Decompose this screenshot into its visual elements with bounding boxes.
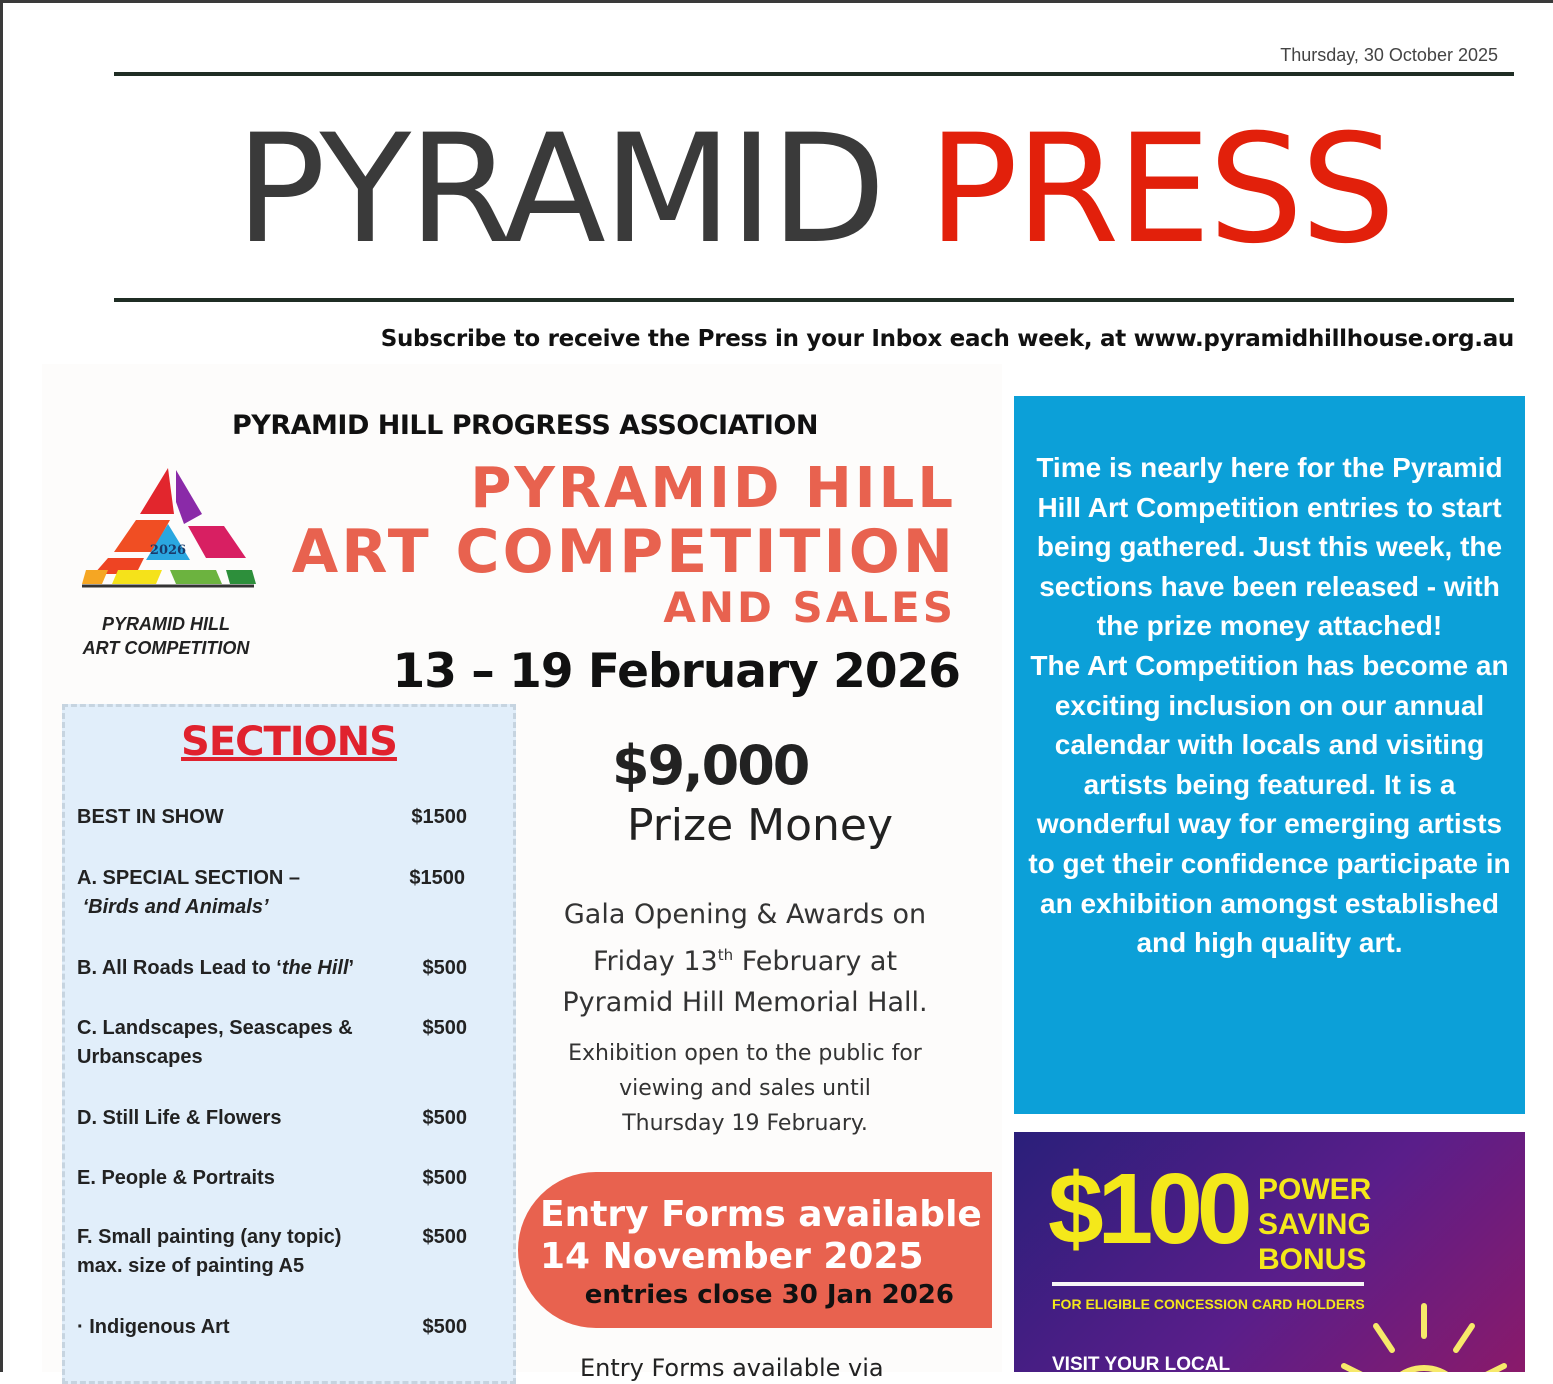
masthead-rule-top [114, 72, 1514, 76]
section-row [77, 1014, 467, 1072]
page-frame-top [0, 0, 1553, 3]
sections-heading: SECTIONS [181, 719, 397, 765]
lightbulb-rays-icon [1324, 1292, 1524, 1372]
section-prize: $500 [422, 1017, 467, 1039]
exhibition-line-3: Thursday 19 February. [622, 1111, 868, 1136]
section-name-text: F. Small painting (any topic) [77, 1226, 342, 1248]
section-prize: $1500 [409, 867, 465, 889]
section-row [77, 803, 467, 832]
prize-label: Prize Money [626, 800, 894, 851]
subscribe-line[interactable]: Subscribe to receive the Press in your Inbox each week, at www.pyramidhillhouse.org.au [380, 326, 1514, 352]
ad-eligibility: FOR ELIGIBLE CONCESSION CARD HOLDERS [1052, 1296, 1365, 1312]
gala-line-2 [520, 935, 970, 982]
ad-word-3: BONUS [1258, 1243, 1367, 1276]
gala-opening-text [520, 894, 970, 1023]
blurb-paragraph-1: Time is nearly here for the Pyramid Hill Art Competition entries to start being gathered. Just this week, the sections have been released - with the prize money attached! [1036, 452, 1503, 642]
section-name: D. Still Life & Flowers [77, 1107, 282, 1129]
section-row [77, 1104, 467, 1133]
power-saving-bonus-ad[interactable] [1014, 1132, 1525, 1372]
section-name: · Indigenous Art [77, 1316, 230, 1338]
section-name-italic: the Hill [281, 957, 349, 979]
exhibition-line-1: Exhibition open to the public for [568, 1041, 922, 1066]
entry-line-3: entries close 30 Jan 2026 [584, 1280, 954, 1310]
section-row [77, 1164, 467, 1193]
section-name-end: ’ [348, 957, 355, 979]
logo-caption-line-1: PYRAMID HILL [102, 614, 230, 634]
entry-line-1: Entry Forms available [540, 1194, 982, 1235]
section-row [77, 1223, 467, 1281]
ad-word-1: POWER [1258, 1173, 1372, 1206]
section-name [77, 1223, 387, 1281]
section-row [77, 864, 467, 922]
section-name [77, 1014, 387, 1072]
gala-line-2-start: Friday 13 [592, 946, 718, 977]
gala-line-3: Pyramid Hill Memorial Hall. [562, 987, 928, 1018]
page-frame-left [0, 0, 3, 1372]
section-row [77, 954, 467, 983]
section-prize: $1500 [411, 806, 467, 828]
section-name [77, 954, 387, 983]
section-name-italic: ‘Birds and Animals’ [82, 896, 269, 918]
section-name [77, 864, 387, 922]
title-line-2: ART COMPETITION [291, 517, 956, 587]
association-name: PYRAMID HILL PROGRESS ASSOCIATION [232, 410, 818, 441]
ad-divider [1052, 1282, 1364, 1286]
entry-line-2: 14 November 2025 [540, 1236, 924, 1277]
ad-amount: $100 [1048, 1153, 1247, 1265]
ad-visit-text: VISIT YOUR LOCAL [1052, 1354, 1231, 1372]
section-prize: $500 [422, 1226, 467, 1248]
title-line-3: AND SALES [663, 583, 956, 632]
issue-date: Thursday, 30 October 2025 [1280, 45, 1498, 65]
section-name-line-2: Urbanscapes [77, 1046, 203, 1068]
logo-caption-line-2: ART COMPETITION [82, 638, 250, 658]
gala-line-2-ordinal: th [717, 946, 734, 964]
entry-forms-via: Entry Forms available via [580, 1354, 884, 1382]
ad-word-2: SAVING [1258, 1208, 1371, 1241]
masthead-word-pyramid: PYRAMID [235, 103, 884, 277]
section-name-text: A. SPECIAL SECTION – [77, 867, 301, 889]
section-name-text: C. Landscapes, Seascapes & [77, 1017, 353, 1039]
section-prize: $500 [422, 957, 467, 979]
blurb-paragraph-2: The Art Competition has become an exciting inclusion on our annual calendar with locals and visiting artists being featured. It is a wonderful way for emerging artists to get their confidence participate in an exhibition amongst established and high quality art. [1028, 649, 1511, 959]
pyramid-logo-icon [78, 462, 258, 592]
competition-dates: 13 – 19 February 2026 [392, 644, 960, 699]
masthead [114, 100, 1514, 280]
section-name-line-2: max. size of painting A5 [77, 1255, 305, 1277]
exhibition-line-2: viewing and sales until [619, 1076, 871, 1101]
sections-panel [62, 704, 516, 1384]
masthead-word-press: PRESS [927, 103, 1393, 277]
section-name: E. People & Portraits [77, 1167, 275, 1189]
prize-amount: $9,000 [612, 734, 809, 797]
competition-title [292, 458, 956, 632]
section-prize: $500 [422, 1167, 467, 1189]
art-competition-poster [42, 364, 1002, 1382]
section-prize: $500 [422, 1316, 467, 1338]
ad-headline [1258, 1172, 1371, 1277]
exhibition-text [520, 1036, 970, 1141]
logo-year: 2026 [149, 543, 187, 558]
masthead-rule-bottom [114, 298, 1514, 302]
title-line-1: PYRAMID HILL [470, 456, 956, 521]
logo-caption [66, 612, 266, 660]
gala-line-1: Gala Opening & Awards on [563, 899, 927, 930]
art-competition-blurb [1014, 396, 1525, 1114]
section-prize: $500 [422, 1107, 467, 1129]
section-name: BEST IN SHOW [77, 806, 224, 828]
entry-forms-banner [518, 1172, 992, 1328]
gala-line-2-end: February at [733, 946, 898, 977]
section-name-text: B. All Roads Lead to ‘ [77, 957, 282, 979]
section-row [77, 1313, 467, 1342]
